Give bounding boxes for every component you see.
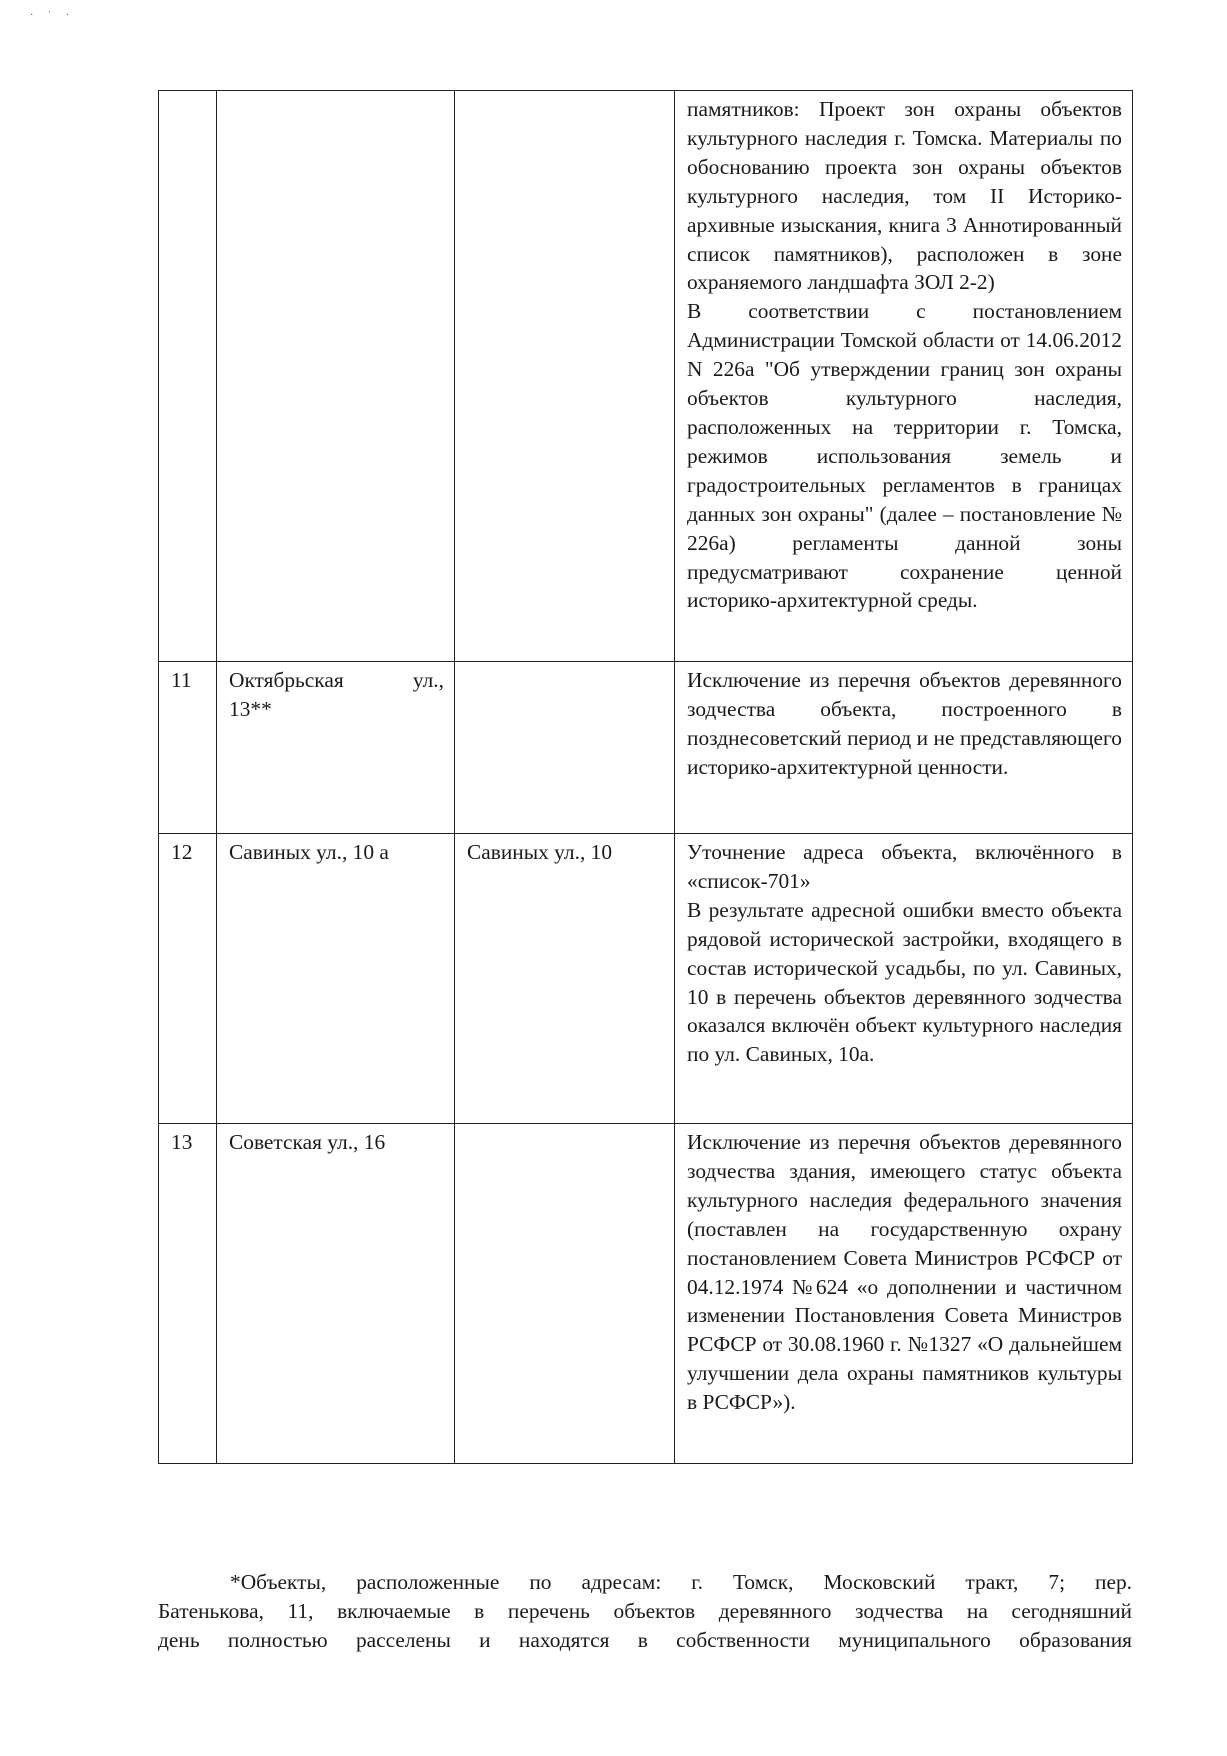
row-address [217,662,455,834]
row-address [217,91,455,662]
address-street: Октябрьская [229,668,344,692]
objects-table [158,90,1133,1464]
row-justification [675,834,1133,1124]
justification-paragraph: Уточнение адреса объекта, включённого в «список-701» [687,840,1122,893]
row-justification [675,91,1133,662]
row-justification [675,662,1133,834]
footnote-line: *Объекты, расположенные по адресам: г. Томск, Московский тракт, 7; пер. [230,1570,1132,1594]
row-address: Савиных ул., 10 а [217,834,455,1124]
row-address: Советская ул., 16 [217,1124,455,1464]
row-number: 11 [159,662,217,834]
row-number: 12 [159,834,217,1124]
address-house: 13** [229,696,272,721]
table-row [159,662,1133,834]
table-row [159,834,1133,1124]
row-number: 13 [159,1124,217,1464]
footnote [158,1568,1132,1655]
justification-paragraph: Исключение из перечня объектов деревянного зодчества здания, имеющего статус объекта культурного наследия федерального значения (поставлен на государственную охрану постановлением Совета Министров РСФСР от 04.12.1974 №624 «о дополнении и частичном изменении Постановления Совета Министров РСФСР от 30.08.1960 г. №1327 «О дальнейшем улучшении дела охраны памятников культуры в РСФСР»). [687,1130,1122,1415]
row-new-address [455,662,675,834]
footnote-line: Батенькова, 11, включаемые в перечень объектов деревянного зодчества на сегодняшний [158,1599,1132,1623]
justification-paragraph: памятников: Проект зон охраны объектов культурного наследия г. Томска. Материалы по обоснованию проекта зон охраны объектов культурного наследия, том II Историко-архивные изыскания, книга 3 Аннотированный список памятников), расположен в зоне охраняемого ландшафта ЗОЛ 2-2) [687,97,1122,295]
row-new-address [455,1124,675,1464]
justification-paragraph: В соответствии с постановлением Администрации Томской области от 14.06.2012 N 226а "Об утверждении границ зон охраны объектов культурного наследия, расположенных на территории г. Томска, режимов использования земель и градостроительных регламентов в границах данных зон охраны" (далее – постановление № 226а) регламенты данной зоны предусматривают сохранение ценной историко-архитектурной среды. [687,299,1122,613]
address-type: ул., [412,668,444,692]
scan-specks: · ˙ · [30,10,75,21]
justification-paragraph: Исключение из перечня объектов деревянного зодчества объекта, построенного в позднесоветский период и не представляющего историко-архитектурной ценности. [687,668,1122,779]
row-new-address [455,91,675,662]
row-justification [675,1124,1133,1464]
justification-paragraph: В результате адресной ошибки вместо объекта рядовой исторической застройки, входящего в состав исторической усадьбы, по ул. Савиных, 10 в перечень объектов деревянного зодчества оказался включён объект культурного наследия по ул. Савиных, 10а. [687,897,1122,1067]
footnote-line: день полностью расселены и находятся в собственности муниципального образования [158,1628,1132,1652]
row-new-address: Савиных ул., 10 [455,834,675,1124]
table-row [159,91,1133,662]
table-row [159,1124,1133,1464]
row-number [159,91,217,662]
